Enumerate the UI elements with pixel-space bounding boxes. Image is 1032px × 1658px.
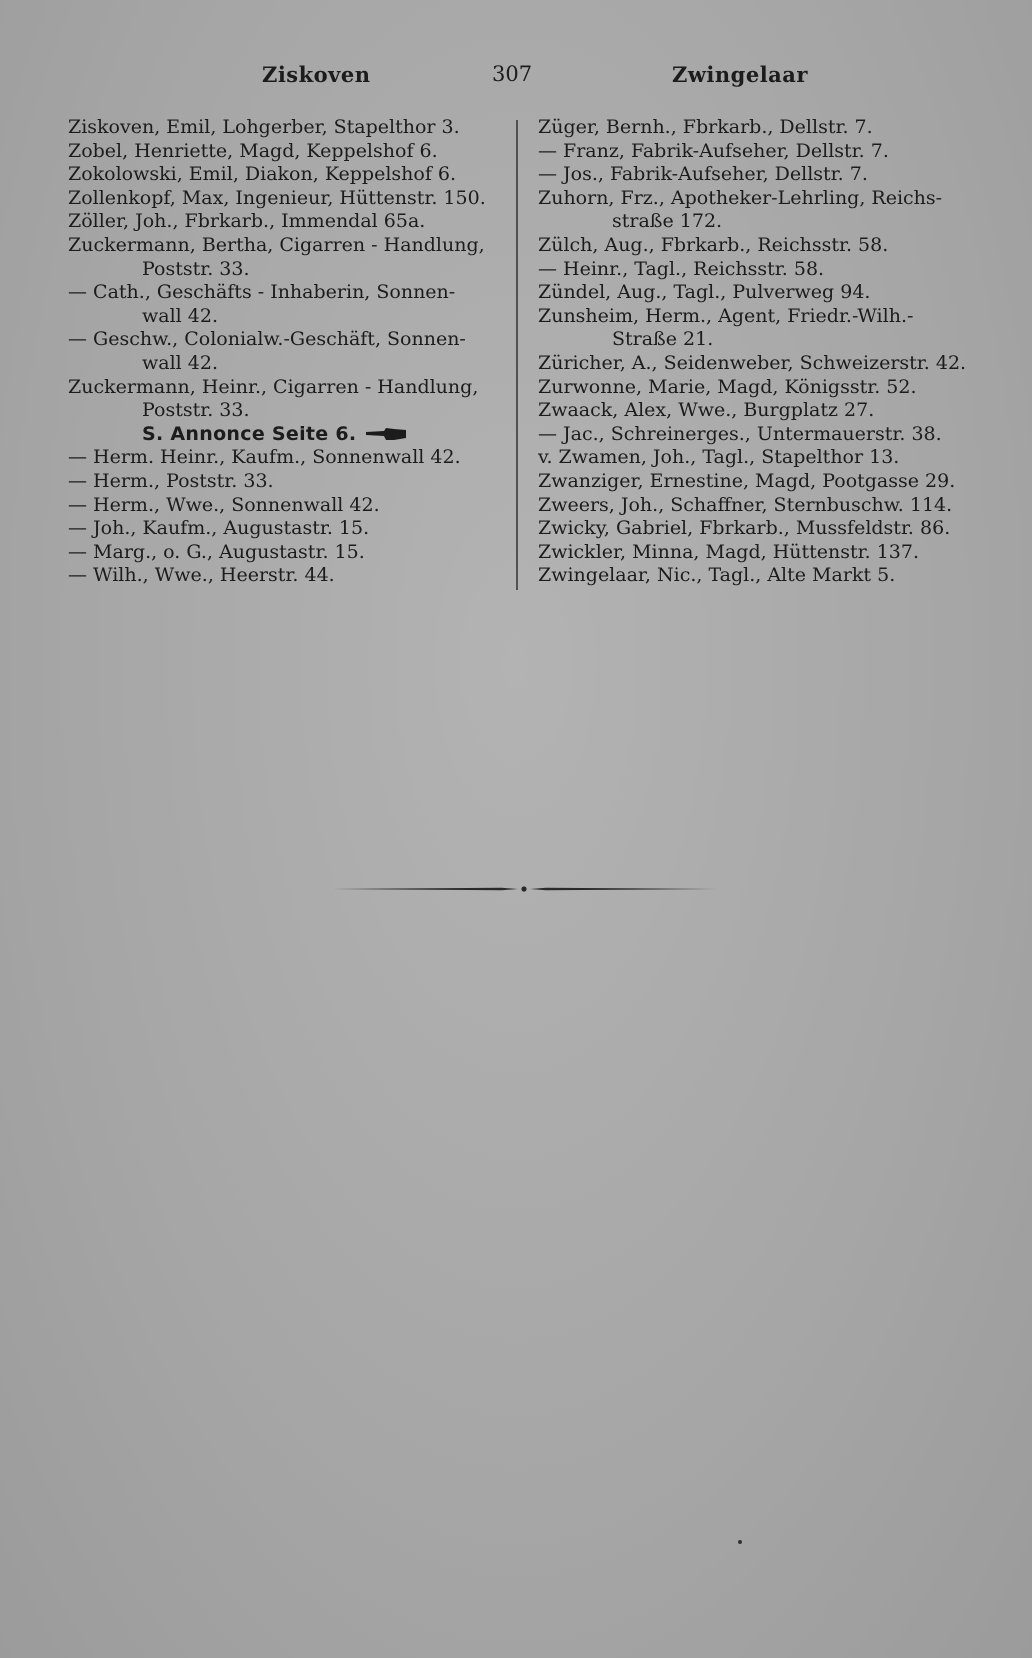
left-entry-continuation	[68, 258, 508, 282]
entry-text: Zwanziger, Ernestine, Magd, Pootgasse 29.	[538, 469, 956, 492]
left-entry	[68, 494, 508, 518]
right-entry-continuation	[538, 210, 968, 234]
entry-text: — Franz, Fabrik-Aufseher, Dellstr. 7.	[538, 139, 889, 162]
entry-text: — Jos., Fabrik-Aufseher, Dellstr. 7.	[538, 163, 868, 186]
right-entry	[538, 541, 968, 565]
entry-text: Zuckermann, Bertha, Cigarren - Handlung,	[68, 233, 485, 256]
entry-text: — Cath., Geschäfts - Inhaberin, Sonnen-	[68, 281, 456, 304]
entry-text: Zollenkopf, Max, Ingenieur, Hüttenstr. 150.	[68, 186, 486, 209]
entry-text: Züger, Bernh., Fbrkarb., Dellstr. 7.	[538, 116, 873, 138]
annonce-reference	[68, 423, 508, 447]
left-entry	[68, 234, 508, 258]
entry-text: Zokolowski, Emil, Diakon, Keppelshof 6.	[68, 163, 457, 186]
right-entry	[538, 423, 968, 447]
entry-text: Zwingelaar, Nic., Tagl., Alte Markt 5.	[538, 564, 896, 587]
header-last-entry: Zwingelaar	[672, 62, 808, 87]
right-entry-continuation	[538, 328, 968, 352]
entry-text: — Herm., Wwe., Sonnenwall 42.	[68, 493, 380, 516]
entry-text: Ziskoven, Emil, Lohgerber, Stapelthor 3.	[68, 116, 460, 138]
right-entry	[538, 376, 968, 400]
entry-text: S. Annonce Seite 6.	[142, 422, 357, 445]
entry-text: Straße 21.	[612, 328, 714, 351]
entry-text: — Herm. Heinr., Kaufm., Sonnenwall 42.	[68, 446, 461, 469]
right-entry	[538, 399, 968, 423]
entry-text: Poststr. 33.	[142, 257, 250, 280]
entry-text: straße 172.	[612, 210, 723, 233]
left-entry	[68, 281, 508, 305]
left-entry	[68, 163, 508, 187]
entry-text: Zunsheim, Herm., Agent, Friedr.-Wilh.-	[538, 304, 914, 327]
entry-text: — Marg., o. G., Augustastr. 15.	[68, 540, 365, 563]
left-entry	[68, 328, 508, 352]
entry-text: wall 42.	[142, 304, 218, 327]
entry-text: Zwicky, Gabriel, Fbrkarb., Mussfeldstr. 86.	[538, 517, 951, 540]
entry-text: wall 42.	[142, 351, 218, 374]
right-entry	[538, 234, 968, 258]
entry-text: Zurwonne, Marie, Magd, Königsstr. 52.	[538, 375, 917, 398]
header-first-entry: Ziskoven	[262, 62, 371, 87]
left-entry	[68, 140, 508, 164]
right-entry	[538, 564, 968, 588]
left-entry-continuation	[68, 399, 508, 423]
entry-text: Zuhorn, Frz., Apotheker-Lehrling, Reichs-	[538, 186, 943, 209]
right-entry	[538, 470, 968, 494]
entry-text: — Joh., Kaufm., Augustastr. 15.	[68, 517, 370, 540]
entry-text: — Heinr., Tagl., Reichsstr. 58.	[538, 257, 825, 280]
right-entry	[538, 446, 968, 470]
entry-text: Zuckermann, Heinr., Cigarren - Handlung,	[68, 375, 479, 398]
entry-text: — Wilh., Wwe., Heerstr. 44.	[68, 564, 335, 587]
left-entry	[68, 446, 508, 470]
entry-text: — Geschw., Colonialw.-Geschäft, Sonnen-	[68, 328, 466, 351]
left-column	[68, 116, 508, 588]
right-entry	[538, 258, 968, 282]
column-divider	[516, 120, 518, 590]
right-entry	[538, 187, 968, 211]
entry-text: v. Zwamen, Joh., Tagl., Stapelthor 13.	[538, 446, 900, 469]
left-entry	[68, 470, 508, 494]
left-entry	[68, 564, 508, 588]
left-entry	[68, 210, 508, 234]
section-end-rule	[332, 886, 716, 892]
entry-text: Zobel, Henriette, Magd, Keppelshof 6.	[68, 139, 438, 162]
entry-text: Zwickler, Minna, Magd, Hüttenstr. 137.	[538, 540, 920, 563]
right-entry	[538, 305, 968, 329]
entry-text: Zülch, Aug., Fbrkarb., Reichsstr. 58.	[538, 233, 889, 256]
entry-text: Züricher, A., Seidenweber, Schweizerstr. 42.	[538, 351, 967, 374]
right-entry	[538, 116, 968, 140]
right-entry	[538, 352, 968, 376]
right-entry	[538, 163, 968, 187]
left-entry	[68, 541, 508, 565]
right-entry	[538, 140, 968, 164]
left-entry-continuation	[68, 305, 508, 329]
right-entry	[538, 517, 968, 541]
left-entry	[68, 187, 508, 211]
entry-text: Zündel, Aug., Tagl., Pulverweg 94.	[538, 281, 871, 304]
entry-text: — Jac., Schreinerges., Untermauerstr. 38.	[538, 422, 942, 445]
entry-text: Zwaack, Alex, Wwe., Burgplatz 27.	[538, 399, 875, 422]
print-speck	[738, 1540, 742, 1544]
pointing-hand-icon	[364, 426, 408, 442]
page-number: 307	[492, 62, 533, 86]
left-entry-continuation	[68, 352, 508, 376]
entry-text: Zöller, Joh., Fbrkarb., Immendal 65a.	[68, 210, 426, 233]
entry-text: Poststr. 33.	[142, 399, 250, 422]
right-column	[538, 116, 968, 588]
entry-text: Zweers, Joh., Schaffner, Sternbuschw. 114.	[538, 493, 953, 516]
right-entry	[538, 281, 968, 305]
entry-text: — Herm., Poststr. 33.	[68, 469, 274, 492]
right-entry	[538, 494, 968, 518]
left-entry	[68, 376, 508, 400]
left-entry	[68, 116, 508, 140]
page-header	[0, 62, 1032, 98]
left-entry	[68, 517, 508, 541]
